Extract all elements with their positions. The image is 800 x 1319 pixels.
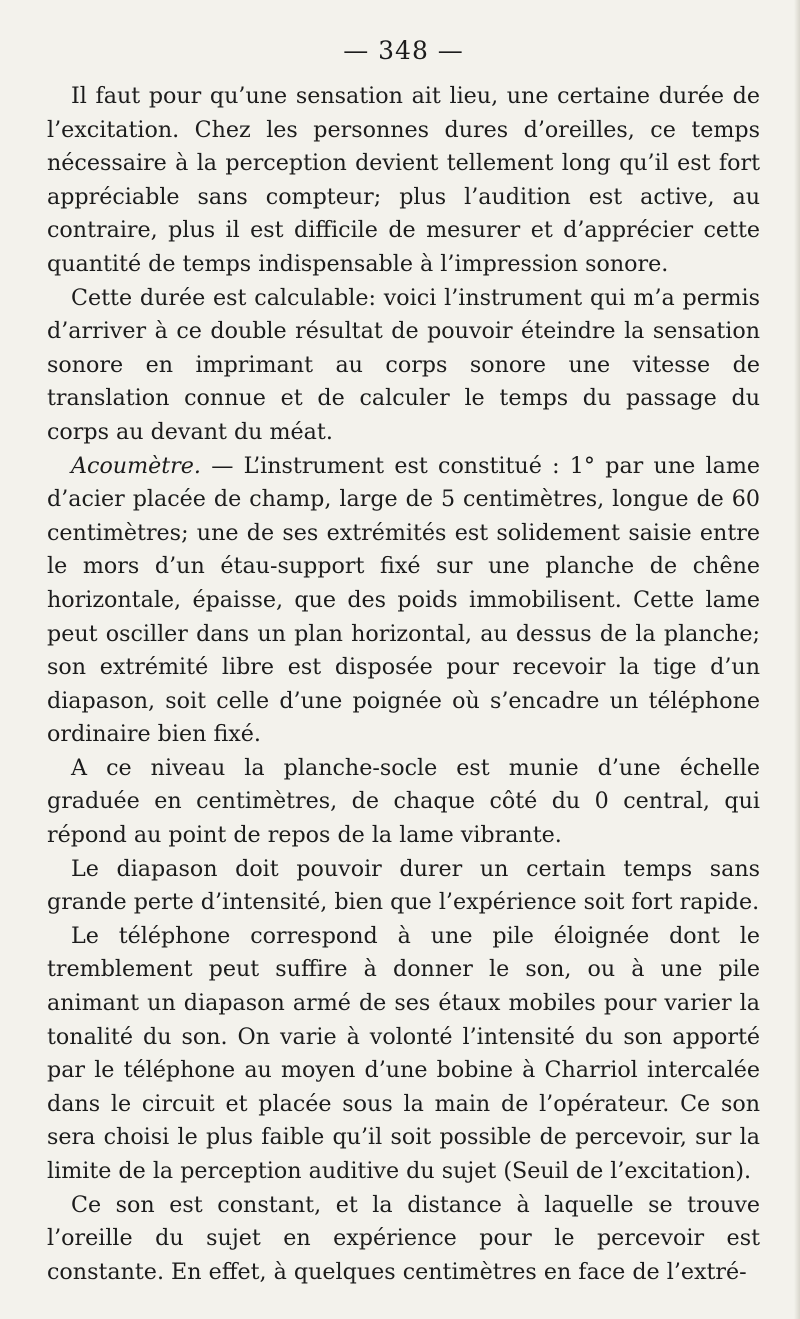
paragraph-4: A ce niveau la planche-socle est munie d’une échelle graduée en centimètres, de chaque côté du 0 central, qui répond au point de repos de la lame vibrante. [47, 754, 760, 849]
paragraph-3-text: — L’instrument est constitué : 1° par une lame d’acier placée de champ, large de 5 centimètres, longue de 60 centimètres; une de ses extrémités est solidement saisie entre le mors d’un étau-support fixé sur une planche de chêne horizontale, épaisse, que des poids immobilisent. Cette lame peut osciller dans un plan horizontal, au dessus de la planche; son extrémité libre est disposée pour recevoir la tige d’un diapason, soit celle d’une poignée où s’encadre un téléphone ordinaire bien fixé. [47, 452, 760, 748]
paragraph-2: Cette durée est calculable: voici l’instrument qui m’a permis d’arriver à ce double résultat de pouvoir éteindre la sensation sonore en imprimant au corps sonore une vitesse de translation connue et de calculer le temps du passage du corps au devant du méat. [47, 284, 760, 445]
paragraph-6: Le téléphone correspond à une pile éloignée dont le tremblement peut suffire à donner le son, ou à une pile animant un diapason armé de ses étaux mobiles pour varier la tonalité du son. On varie à volonté l’intensité du son apporté par le téléphone au moyen d’une bobine à Charriol intercalée dans le circuit et placée sous la main de l’opérateur. Ce son sera choisi le plus faible qu’il soit possible de percevoir, sur la limite de la perception auditive du sujet (Seuil de l’excitation). [47, 922, 760, 1184]
paragraph-7: Ce son est constant, et la distance à laquelle se trouve l’oreille du sujet en expérience pour le percevoir est constante. En effet, à quelques centimètres en face de l’extré- [47, 1191, 760, 1285]
page-number: — 348 — [343, 36, 464, 65]
paragraph-5: Le diapason doit pouvoir durer un certain temps sans grande perte d’intensité, bien que l’expérience soit fort rapide. [47, 855, 760, 916]
section-heading-acoumetre: Acoumètre. [71, 452, 201, 479]
page-edge-shadow [794, 0, 800, 1319]
paragraph-1: Il faut pour qu’une sensation ait lieu, une certaine durée de l’excitation. Chez les personnes dures d’oreilles, ce temps nécessaire à la perception devient tellement long qu’il est fort appréciable sans compteur; plus l’audition est active, au contraire, plus il est difficile de mesurer et d’apprécier cette quantité de temps indispensable à l’impression sonore. [47, 83, 760, 277]
page-body [47, 80, 760, 1289]
paragraph-3 [47, 450, 760, 752]
